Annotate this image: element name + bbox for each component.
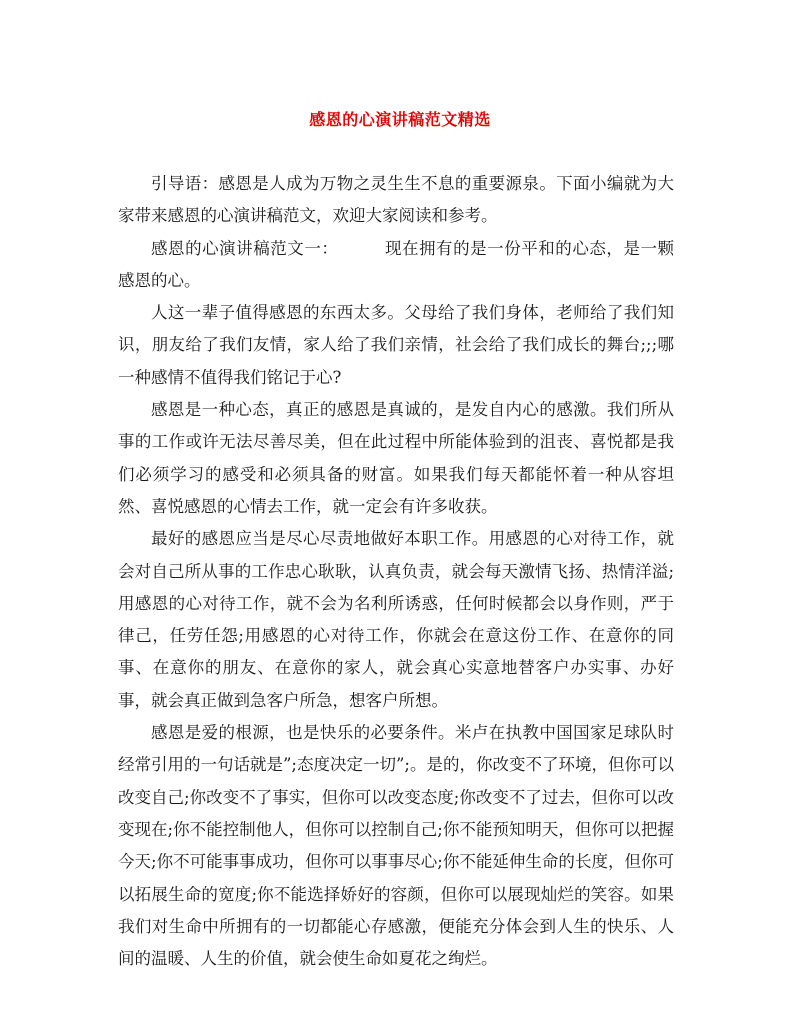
paragraph-gratitude-things: 人这一辈子值得感恩的东西太多。父母给了我们身体，老师给了我们知识，朋友给了我们友情，家人给了我们亲情，社会给了我们成长的舞台;;;哪一种感情不值得我们铭记于心? — [118, 303, 674, 387]
paragraph-best-gratitude: 最好的感恩应当是尽心尽责地做好本职工作。用感恩的心对待工作，就会对自己所从事的工作忠心耿耿，认真负责，就会每天激情飞扬、热情洋溢;用感恩的心对待工作，就不会为名利所诱惑，任何时候都会以身作则，严于律己，任劳任怨;用感恩的心对待工作，你就会在意这份工作、在意你的同事、在意你的朋友、在意你的家人，就会真心实意地替客户办实事、办好事，就会真正做到急客户所急，想客户所想。 — [118, 529, 674, 710]
section-heading: 感恩的心演讲稿范文一： — [151, 238, 339, 258]
paragraph-gratitude-mindset: 感恩是一种心态，真正的感恩是真诚的，是发自内心的感激。我们所从事的工作或许无法尽善尽美，但在此过程中所能体验到的沮丧、喜悦都是我们必须学习的感受和必须具备的财富。如果我们每天都能怀着一种从容坦然、喜悦感恩的心情去工作，就一定会有许多收获。 — [118, 400, 674, 516]
paragraph-intro: 引导语：感恩是人成为万物之灵生生不息的重要源泉。下面小编就为大家带来感恩的心演讲稿范文，欢迎大家阅读和参考。 — [118, 174, 674, 226]
document-body — [118, 168, 674, 975]
document-title: 感恩的心演讲稿范文精选 — [309, 110, 491, 129]
section-text: 现在拥有的是一份平和的心态，是一颗感恩的心。 — [118, 238, 675, 290]
paragraph-section-one — [118, 233, 674, 298]
paragraph-root-of-love: 感恩是爱的根源，也是快乐的必要条件。米卢在执教中国国家足球队时经常引用的一句话就是”;态度决定一切”;。是的，你改变不了环境，但你可以改变自己;你改变不了事实，但你可以改变态度;你改变不了过去，但你可以改变现在;你不能控制他人，但你可以控制自己;你不能预知明天，但你可以把握今天;你不可能事事成功，但你可以事事尽心;你不能延伸生命的长度，但你可以拓展生命的宽度;你不能选择娇好的容颜，但你可以展现灿烂的笑容。如果我们对生命中所拥有的一切都能心存感激，便能充分体会到人生的快乐、人间的温暖、人生的价值，就会使生命如夏花之绚烂。 — [118, 723, 674, 969]
